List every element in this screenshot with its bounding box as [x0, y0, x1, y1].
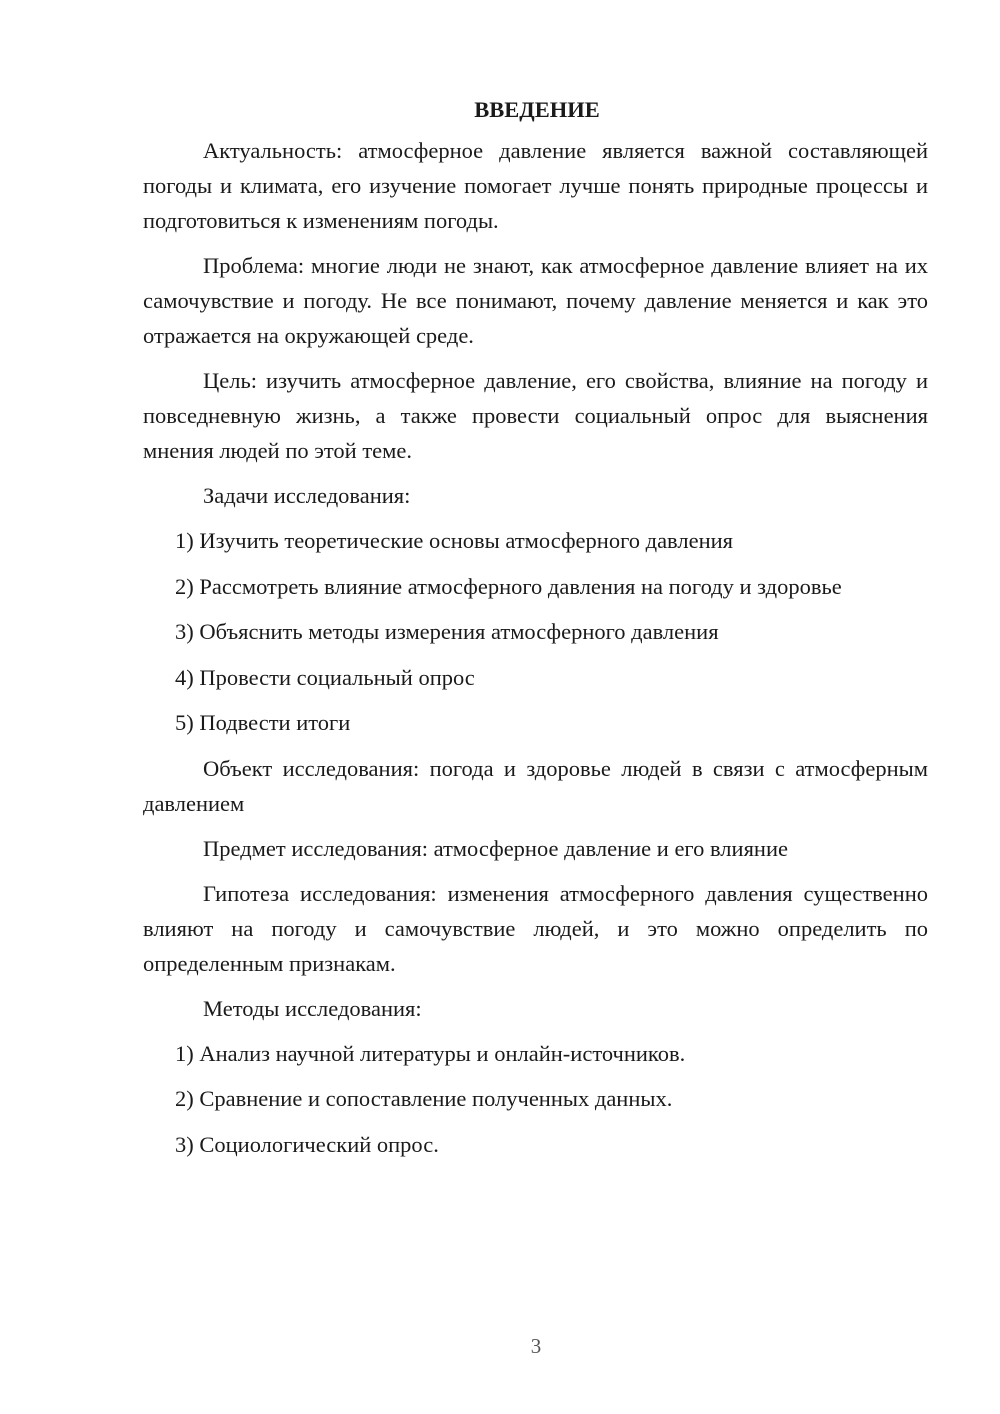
task-item-3: 3) Объяснить методы измерения атмосферного давления — [175, 619, 719, 644]
section-title: ВВЕДЕНИЕ — [474, 97, 600, 122]
method-item-3: 3) Социологический опрос. — [175, 1131, 439, 1157]
methods-list — [143, 1036, 928, 1162]
problem-paragraph: Проблема: многие люди не знают, как атмосферное давление влияет на их самочувствие и погоду. Не все понимают, почему давление меняется и как это отражается на окружающей среде. — [143, 253, 928, 348]
methods-heading: Методы исследования: — [203, 995, 422, 1021]
task-item-1: 1) Изучить теоретические основы атмосферного давления — [175, 528, 734, 553]
relevance-paragraph: Актуальность: атмосферное давление является важной составляющей погоды и климата, его изучение помогает лучше понять природные процессы и подготовиться к изменениям погоды. — [143, 138, 928, 233]
tasks-heading: Задачи исследования: — [203, 483, 411, 508]
hypothesis-paragraph: Гипотеза исследования: изменения атмосферного давления существенно влияют на погоду и самочувствие людей, и это можно определить по определенным признакам. — [143, 880, 928, 976]
task-item-2: 2) Рассмотреть влияние атмосферного давления на погоду и здоровье — [175, 573, 842, 599]
page-content — [143, 92, 928, 1172]
tasks-list — [143, 523, 928, 740]
method-item-1: 1) Анализ научной литературы и онлайн-источников. — [175, 1040, 686, 1066]
task-item-4: 4) Провести социальный опрос — [175, 664, 475, 690]
goal-paragraph: Цель: изучить атмосферное давление, его свойства, влияние на погоду и повседневную жизнь, а также провести социальный опрос для выяснения мнения людей по этой теме. — [143, 368, 928, 463]
method-item-2: 2) Сравнение и сопоставление полученных данных. — [175, 1086, 673, 1111]
task-item-5: 5) Подвести итоги — [175, 710, 351, 735]
page-number: 3 — [530, 1334, 542, 1358]
subject-paragraph: Предмет исследования: атмосферное давление и его влияние — [203, 835, 788, 861]
object-paragraph: Объект исследования: погода и здоровье людей в связи с атмосферным давлением — [143, 755, 928, 816]
